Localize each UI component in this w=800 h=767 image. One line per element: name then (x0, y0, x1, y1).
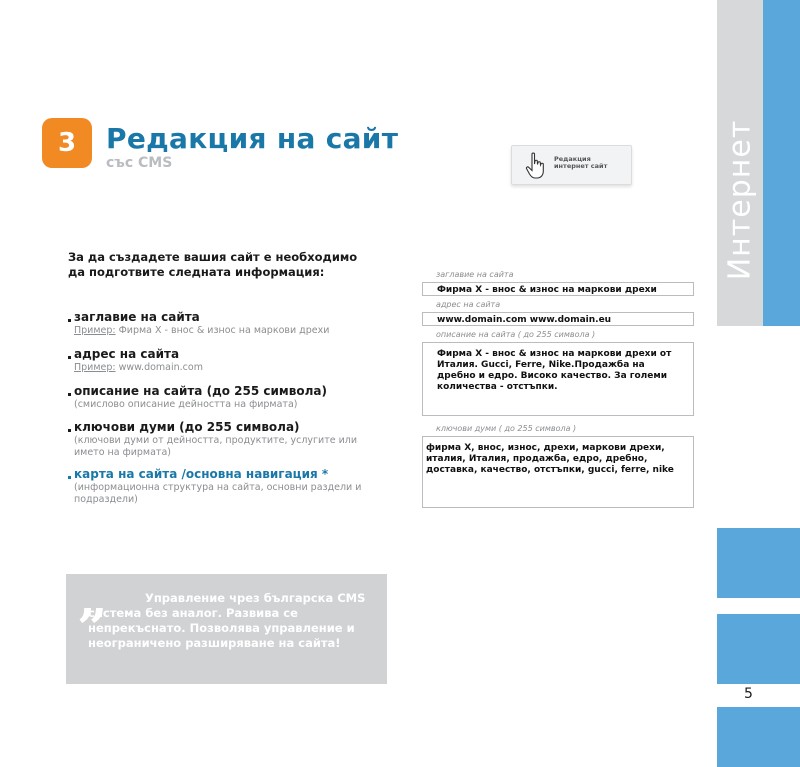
side-block-3 (717, 707, 800, 767)
item-subtext: (смислово описание дейността на фирмата) (74, 399, 298, 410)
list-item (68, 310, 388, 337)
quote-mark-icon: „ (78, 568, 108, 629)
page-subtitle: със CMS (106, 155, 173, 171)
item-title: описание на сайта (до 255 символа) (74, 384, 327, 398)
side-tab-blue (763, 0, 800, 326)
item-title: ключови думи (до 255 символа) (74, 420, 300, 434)
bullet (68, 393, 71, 396)
bullet (68, 356, 71, 359)
item-title: адрес на сайта (74, 347, 180, 361)
quote-text: Управление чрез българска CMS система без аналог. Развива се непрекъснато. Позволява управление и неограничено разширяване на сайта! (88, 591, 366, 650)
item-title: заглавие на сайта (74, 310, 200, 324)
side-block-2 (717, 614, 800, 684)
bullet (68, 429, 71, 432)
list-item (68, 467, 388, 506)
site-title-field[interactable]: Фирма Х - внос & износ на маркови дрехи (422, 282, 694, 296)
section-number-badge: 3 (42, 118, 92, 168)
keywords-field[interactable]: фирма Х, внос, износ, дрехи, маркови дрехи, италия, Италия, продажба, едро, дребно, доставка, качество, отстъпки, gucci, ferre, nike (422, 436, 694, 508)
list-item (68, 347, 388, 374)
page-title: Редакция на сайт (106, 122, 399, 155)
item-subtext: (ключови думи от дейността, продуктите, услугите или името на фирмата) (74, 435, 358, 458)
side-block-1 (717, 528, 800, 598)
page-number: 5 (744, 686, 753, 702)
intro-text: За да създадете вашия сайт е необходимо да подготвите следната информация: (68, 250, 358, 279)
side-tab-label: Интернет (722, 119, 758, 281)
site-address-field[interactable]: www.domain.com www.domain.eu (422, 312, 694, 326)
bullet (68, 319, 71, 322)
field-label: описание на сайта ( до 255 символа ) (436, 330, 596, 339)
item-title: карта на сайта /основна навигация * (74, 467, 329, 481)
list-item (68, 420, 388, 459)
hand-pointer-icon (525, 152, 547, 180)
item-subtext: (информационна структура на сайта, основни раздели и подраздели) (74, 482, 362, 505)
field-label: адрес на сайта (436, 300, 501, 309)
item-subtext: Пример: Фирма Х - внос & износ на маркови дрехи (74, 325, 330, 336)
cms-edit-button[interactable] (511, 145, 632, 185)
requirements-list (68, 310, 388, 514)
site-description-field[interactable]: Фирма Х - внос & износ на маркови дрехи от Италия. Gucci, Ferre, Nike.Продажба на дребно и едро. Високо качество. За големи количества - отстъпки. (422, 342, 694, 416)
list-item (68, 384, 388, 411)
field-label: ключови думи ( до 255 символа ) (436, 424, 577, 433)
field-label: заглавие на сайта (436, 270, 514, 279)
site-info-form (422, 270, 694, 508)
quote-box (66, 568, 387, 684)
cms-button-label: Редакция интернет сайт (554, 155, 608, 170)
bullet (68, 476, 71, 479)
item-subtext: Пример: www.domain.com (74, 362, 203, 373)
